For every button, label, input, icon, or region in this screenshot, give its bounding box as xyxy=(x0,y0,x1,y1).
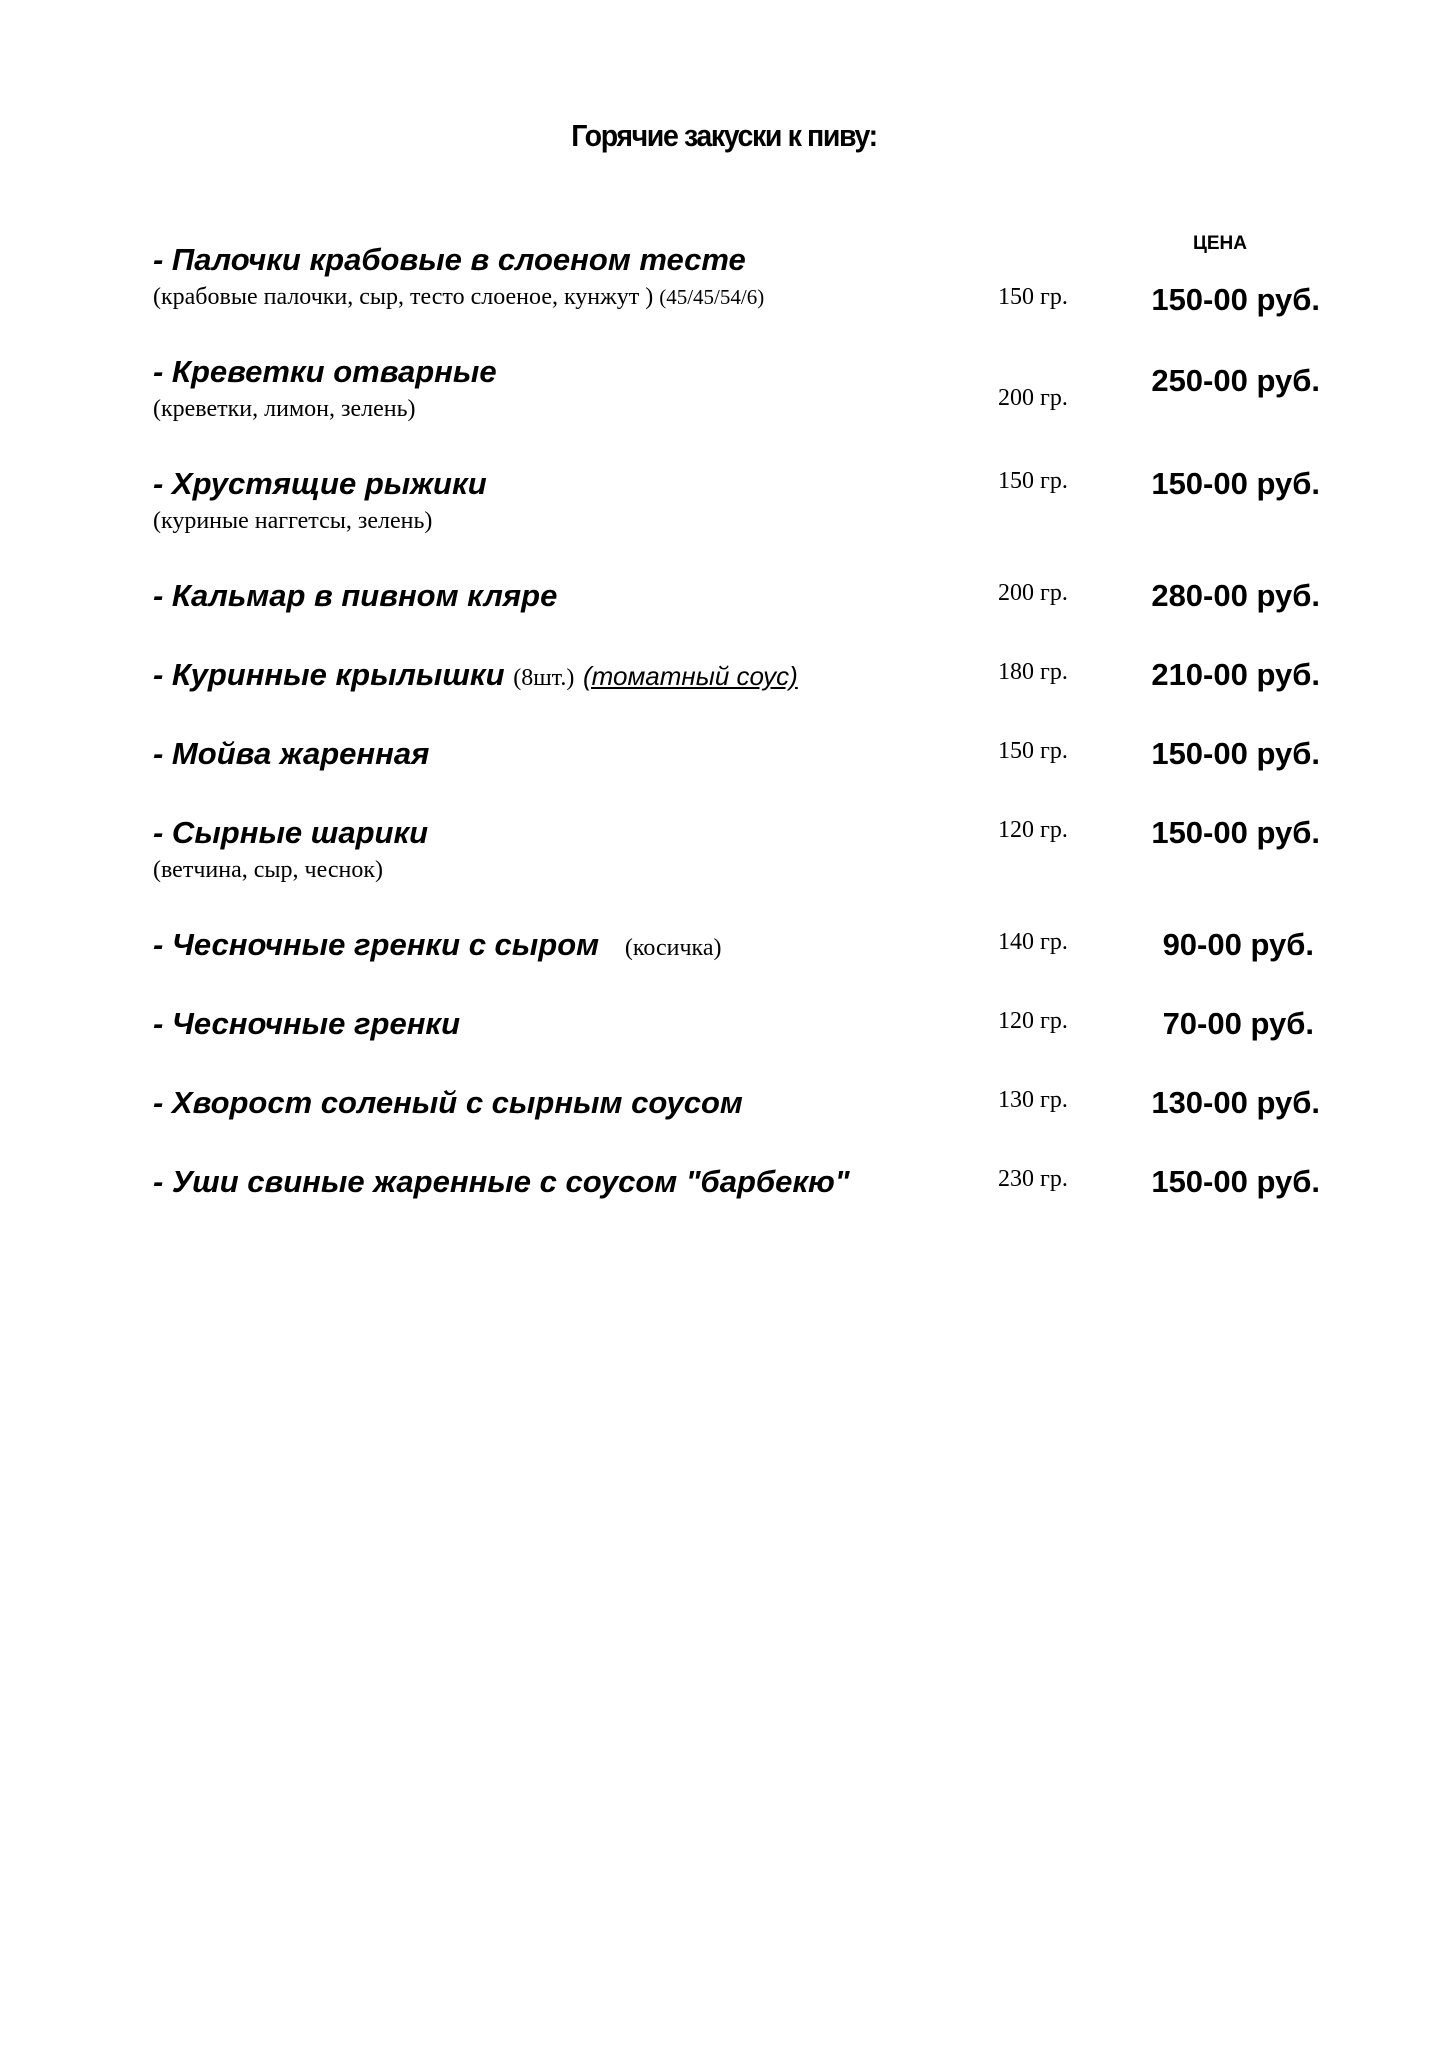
menu-item xyxy=(0,576,1448,636)
item-name-text: - Куринные крылышки xyxy=(153,657,505,692)
item-weight: 140 гр. xyxy=(998,929,1068,955)
item-price: 150-00 руб. xyxy=(1151,815,1320,850)
item-price: 280-00 руб. xyxy=(1151,578,1320,613)
price-column-header: ЦЕНА xyxy=(1193,233,1247,254)
item-sauce: (томатный соус) xyxy=(582,661,798,691)
item-name xyxy=(153,655,798,698)
item-name: - Палочки крабовые в слоеном тесте xyxy=(153,242,746,277)
menu-item xyxy=(0,734,1448,794)
menu-item xyxy=(0,925,1448,985)
item-price: 150-00 руб. xyxy=(1151,282,1320,317)
item-weight: 150 гр. xyxy=(998,468,1068,494)
item-price: 150-00 руб. xyxy=(1151,1164,1320,1199)
item-price: 70-00 руб. xyxy=(1162,1006,1314,1041)
item-weight: 120 гр. xyxy=(998,1008,1068,1034)
item-portion-code: (45/45/54/6) xyxy=(659,285,765,309)
item-name: - Кальмар в пивном кляре xyxy=(153,578,558,613)
item-weight: 120 гр. xyxy=(998,817,1068,843)
item-name: - Креветки отварные xyxy=(153,354,497,389)
menu-item xyxy=(0,1004,1448,1064)
item-name-text: - Чесночные гренки с сыром xyxy=(153,927,600,962)
item-weight: 150 гр. xyxy=(998,738,1068,764)
item-price: 90-00 руб. xyxy=(1162,927,1314,962)
item-description: (креветки, лимон, зелень) xyxy=(153,396,416,422)
item-name: - Уши свиные жаренные с соусом "барбекю" xyxy=(153,1164,850,1199)
item-note: (косичка) xyxy=(624,935,722,961)
item-name: - Чесночные гренки xyxy=(153,1006,461,1041)
item-description: (ветчина, сыр, чеснок) xyxy=(153,857,383,883)
item-weight: 150 гр. xyxy=(998,284,1068,310)
menu-item xyxy=(0,1162,1448,1222)
item-weight: 200 гр. xyxy=(998,385,1068,411)
item-description: (куриные наггетсы, зелень) xyxy=(153,508,433,534)
menu-item xyxy=(0,655,1448,715)
item-price: 210-00 руб. xyxy=(1151,657,1320,692)
item-weight: 180 гр. xyxy=(998,659,1068,685)
item-name: - Сырные шарики xyxy=(153,815,429,850)
item-price: 130-00 руб. xyxy=(1151,1085,1320,1120)
menu-item xyxy=(0,813,1448,883)
menu-item xyxy=(0,352,1448,422)
item-name: - Хворост соленый с сырным соусом xyxy=(153,1085,743,1120)
item-weight: 130 гр. xyxy=(998,1087,1068,1113)
item-weight: 200 гр. xyxy=(998,580,1068,606)
item-weight: 230 гр. xyxy=(998,1166,1068,1192)
item-name: - Мойва жаренная xyxy=(153,736,430,771)
item-name xyxy=(153,925,721,968)
menu-item xyxy=(0,1083,1448,1143)
item-price: 250-00 руб. xyxy=(1151,363,1320,398)
menu-item xyxy=(0,240,1448,317)
menu-item xyxy=(0,464,1448,534)
item-quantity-note: (8шт.) xyxy=(513,665,575,691)
page-title: Горячие закуски к пиву: xyxy=(571,118,877,153)
item-name: - Хрустящие рыжики xyxy=(153,466,487,501)
item-price: 150-00 руб. xyxy=(1151,736,1320,771)
item-description xyxy=(153,282,764,312)
item-ingredients: (крабовые палочки, сыр, тесто слоеное, кунжут ) xyxy=(153,284,654,310)
item-price: 150-00 руб. xyxy=(1151,466,1320,501)
